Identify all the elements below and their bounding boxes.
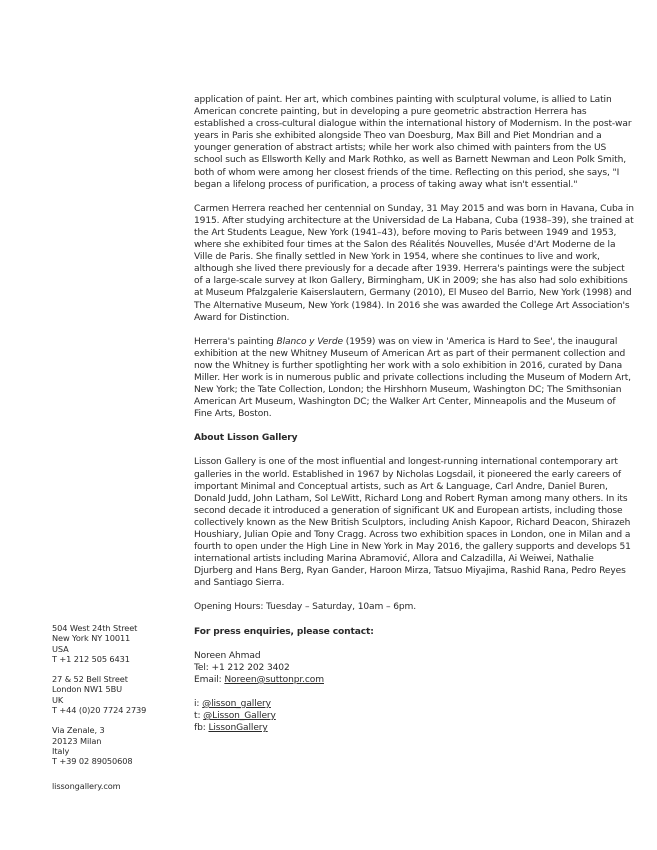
twitter-label: t:	[194, 711, 204, 722]
press-contact	[194, 650, 634, 686]
contact-tel: Tel: +1 212 202 3402	[194, 662, 290, 673]
facebook-link[interactable]: LissonGallery	[208, 723, 268, 734]
address-line: 20123 Milan	[52, 735, 102, 746]
social-links	[194, 698, 634, 734]
contact-name: Noreen Ahmad	[194, 650, 261, 661]
bio-paragraph: Carmen Herrera reached her centennial on Sunday, 31 May 2015 and was born in Havana, Cuba in 1915. After studying architecture at the Universidad de La Habana, Cuba (1938–39), she trained at the Art Students League, New York (1941–43), before moving to Paris between 1949 and 1953, where she exhibited four times at the Salon des Réalités Nouvelles, Musée d'Art Moderne de la Ville de Paris. She finally settled in New York in 1954, where she continues to live and work, although she lived there previously for a decade after 1939. Herrera's paintings were the subject of a large-scale survey at Ikon Gallery, Birmingham, UK in 2009; she has also had solo exhibitions at Museum Pfalzgalerie Kaiserslautern, Germany (2010), El Museo del Barrio, New York (1998) and The Alternative Museum, New York (1984). In 2016 she was awarded the College Art Association's Award for Distinction.	[194, 203, 634, 323]
about-paragraph: Lisson Gallery is one of the most influential and longest-running international contemporary art galleries in the world. Established in 1967 by Nicholas Logsdail, it pioneered the early careers of important Minimal and Conceptual artists, such as Art & Language, Carl Andre, Daniel Buren, Donald Judd, John Latham, Sol LeWitt, Richard Long and Robert Ryman among many others. In its second decade it introduced a generation of significant UK and European artists, including those collectively known as the New British Sculptors, including Anish Kapoor, Richard Deacon, Shirazeh Houshiary, Julian Opie and Tony Cragg. Across two exhibition spaces in London, one in Milan and a fourth to open under the High Line in New York in May 2016, the gallery supports and develops 51 international artists including Marina Abramović, Allora and Calzadilla, Ai Weiwei, Nathalie Djurberg and Hans Berg, Ryan Gander, Haroon Mirza, Tatsuo Miyajima, Rashid Rana, Pedro Reyes and Santiago Sierra.	[194, 457, 631, 589]
email-link[interactable]: Noreen@suttonpr.com	[224, 674, 324, 685]
email-label: Email:	[194, 674, 225, 685]
bio-paragraph	[194, 336, 634, 421]
facebook-label: fb:	[194, 723, 209, 734]
contact-email-row	[194, 674, 634, 686]
instagram-label: i:	[194, 698, 203, 709]
address-line: UK	[52, 694, 64, 705]
website-link[interactable]: lissongallery.com	[52, 780, 121, 791]
twitter-row	[194, 710, 634, 722]
bio-paragraph: application of paint. Her art, which combines painting with sculptural volume, is allied to Latin American concrete painting, but in developing a pure geometric abstraction Herrera has established a cross-cultural dialogue within the international history of Modernism. In the post-war years in Paris she exhibited alongside Theo van Doesburg, Max Bill and Piet Mondrian and a younger generation of abstract artists; while her work also chimed with painters from the US school such as Ellsworth Kelly and Mark Rothko, as well as Barnett Newman and Leon Polk Smith, both of whom were among her closest friends of the time. Reflecting on this period, she says, "I began a lifelong process of purification, a process of taking away what isn't essential."	[194, 95, 632, 190]
address-line: 27 & 52 Bell Street	[52, 674, 128, 685]
address-phone: T +44 (0)20 7724 2739	[52, 705, 147, 716]
press-heading: For press enquiries, please contact:	[194, 626, 374, 637]
opening-hours: Opening Hours: Tuesday – Saturday, 10am – 6pm.	[194, 602, 417, 613]
instagram-link[interactable]: @lisson_gallery	[202, 698, 271, 709]
address-phone: T +39 02 89050608	[52, 756, 133, 767]
artwork-title: Blanco y Verde	[276, 336, 344, 347]
bio-text: Herrera's painting	[194, 336, 277, 347]
address-line: London NW1 5BU	[52, 684, 123, 695]
facebook-row	[194, 722, 634, 734]
bio-text: (1959) was on view in 'America is Hard to See', the inaugural exhibition at the new Whitney Museum of American Art as part of their permanent collection and now the Whitney is further spotlighting her work with a solo exhibition in 2016, curated by Dana Miller. Her work is in numerous public and private collections including the Museum of Modern Art, New York; the Tate Collection, London; the Hirshhorn Museum, Washington DC; The Smithsonian American Art Museum, Washington DC; the Walker Art Center, Minneapolis and the Museum of Fine Arts, Boston.	[194, 336, 631, 420]
address-line: Via Zenale, 3	[52, 725, 105, 736]
gallery-addresses	[52, 623, 182, 791]
twitter-link[interactable]: @Lisson_Gallery	[203, 711, 276, 722]
address-line: USA	[52, 643, 69, 654]
address-new-york	[52, 623, 182, 664]
address-line: 504 West 24th Street	[52, 623, 138, 633]
address-line: Italy	[52, 745, 70, 756]
address-london	[52, 674, 182, 715]
address-phone: T +1 212 505 6431	[52, 653, 130, 664]
instagram-row	[194, 698, 634, 710]
about-heading: About Lisson Gallery	[194, 433, 298, 444]
address-line: New York NY 10011	[52, 633, 131, 644]
main-content	[194, 94, 634, 746]
address-milan	[52, 725, 182, 766]
